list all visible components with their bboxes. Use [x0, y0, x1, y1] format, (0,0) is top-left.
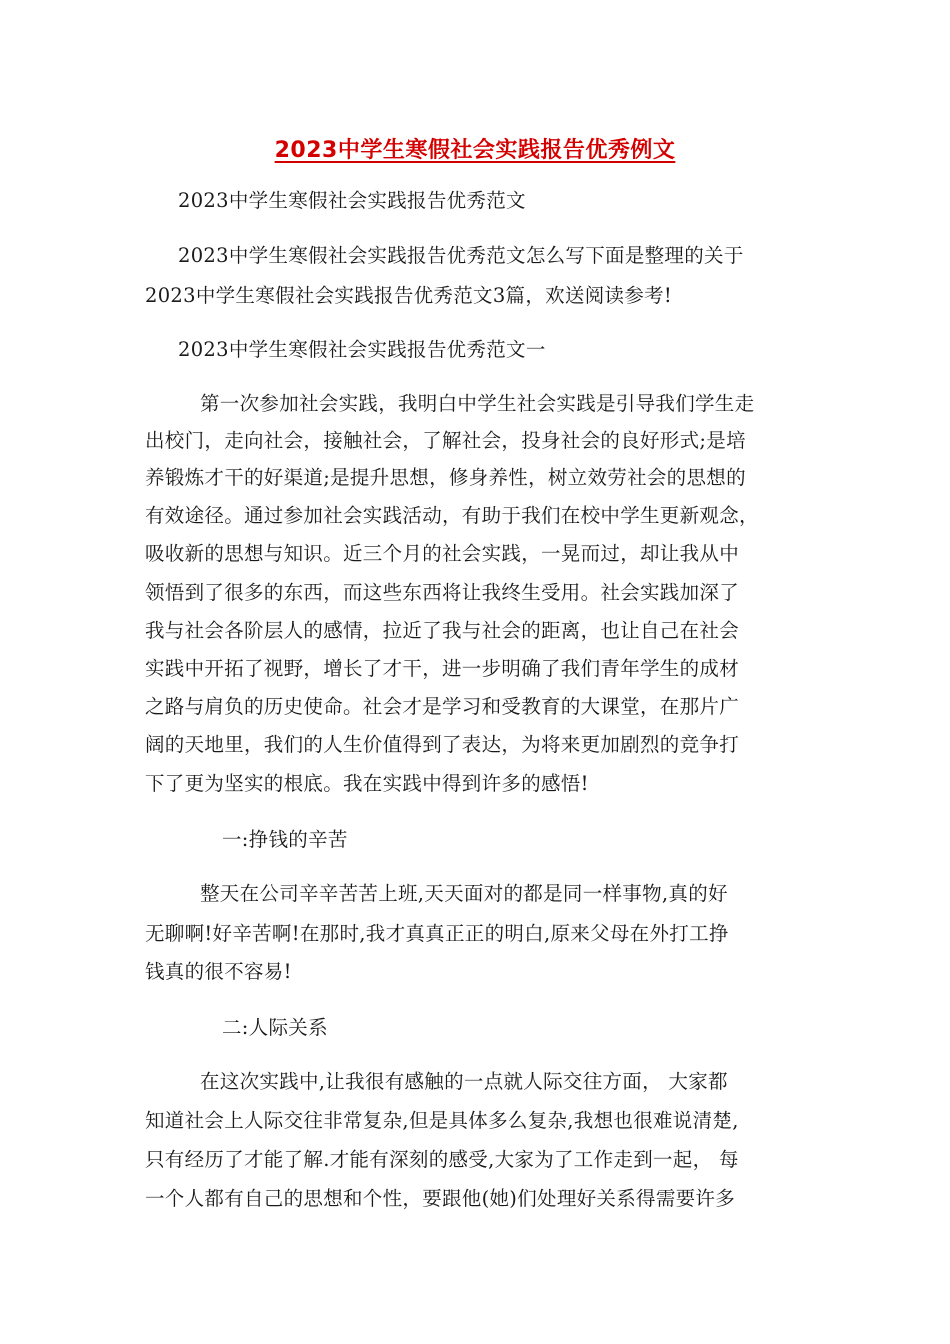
paragraph-line: 我与社会各阶层人的感情，拉近了我与社会的距离，也让自己在社会: [145, 619, 740, 642]
paragraph-line: 有效途径。通过参加社会实践活动，有助于我们在校中学生更新观念，: [145, 504, 759, 527]
paragraph-line: 2023中学生寒假社会实践报告优秀范文怎么写下面是整理的关于: [178, 244, 744, 267]
document-title: 2023中学生寒假社会实践报告优秀例文: [274, 138, 676, 163]
paragraph-line: 整天在公司辛辛苦苦上班,天天面对的都是同一样事物,真的好: [200, 882, 728, 905]
paragraph-line: 2023中学生寒假社会实践报告优秀范文: [178, 189, 526, 212]
paragraph-line: 出校门，走向社会，接触社会，了解社会，投身社会的良好形式;是培: [145, 429, 746, 452]
paragraph-line: 钱真的很不容易!: [145, 960, 292, 983]
paragraph-line: 第一次参加社会实践，我明白中学生社会实践是引导我们学生走: [200, 392, 755, 415]
paragraph-line: 下了更为坚实的根底。我在实践中得到许多的感悟!: [145, 772, 589, 795]
paragraph-line: 实践中开拓了视野，增长了才干，进一步明确了我们青年学生的成材: [145, 657, 740, 680]
paragraph-line: 一个人都有自己的思想和个性，要跟他(她)们处理好关系得需要许多: [145, 1187, 736, 1210]
paragraph-line: 2023中学生寒假社会实践报告优秀范文3篇，欢送阅读参考!: [145, 284, 673, 307]
section-heading: 一:挣钱的辛苦: [222, 828, 348, 851]
paragraph-line: 之路与肩负的历史使命。社会才是学习和受教育的大课堂，在那片广: [145, 695, 740, 718]
section-heading: 二:人际关系: [222, 1016, 328, 1039]
paragraph-line: 2023中学生寒假社会实践报告优秀范文一: [178, 338, 546, 361]
paragraph-line: 阔的天地里，我们的人生价值得到了表达，为将来更加剧烈的竞争打: [145, 733, 740, 756]
paragraph-line: 吸收新的思想与知识。近三个月的社会实践，一晃而过，却让我从中: [145, 542, 740, 565]
paragraph-line: 在这次实践中,让我很有感触的一点就人际交往方面， 大家都: [200, 1070, 728, 1093]
paragraph-line: 养锻炼才干的好渠道;是提升思想，修身养性，树立效劳社会的思想的: [145, 466, 746, 489]
paragraph-line: 领悟到了很多的东西，而这些东西将让我终生受用。社会实践加深了: [145, 581, 740, 604]
paragraph-line: 无聊啊!好辛苦啊!在那时,我才真真正正的明白,原来父母在外打工挣: [145, 922, 729, 945]
paragraph-line: 知道社会上人际交往非常复杂,但是具体多么复杂,我想也很难说清楚,: [145, 1109, 739, 1132]
paragraph-line: 只有经历了才能了解.才能有深刻的感受,大家为了工作走到一起， 每: [145, 1148, 739, 1171]
